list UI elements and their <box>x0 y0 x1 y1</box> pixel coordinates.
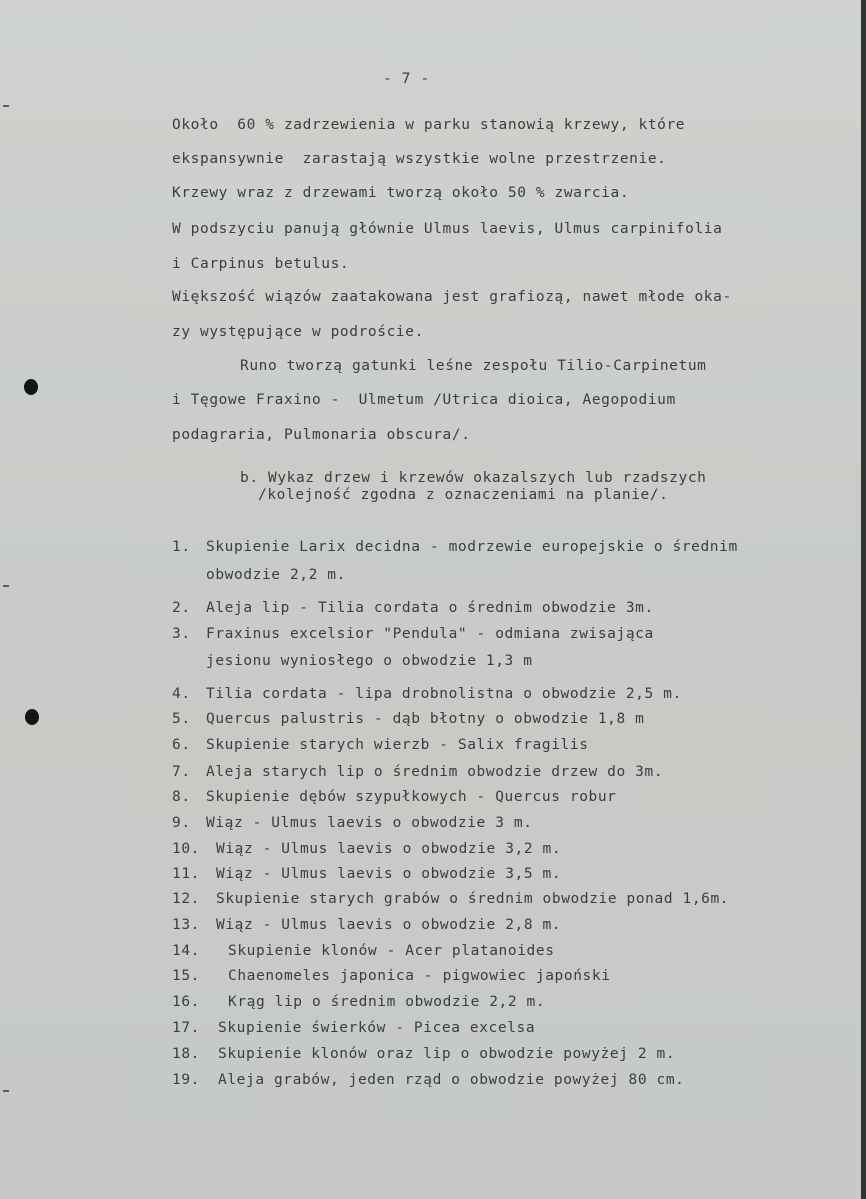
punch-hole-upper <box>24 379 38 395</box>
list-item-text: Aleja grabów, jeden rząd o obwodzie powyżej 80 cm. <box>218 1072 685 1088</box>
list-item-text: Quercus palustris - dąb błotny o obwodzie 1,8 m <box>206 711 645 727</box>
page-edge-shadow <box>861 0 866 1199</box>
list-item-text: Wiąz - Ulmus laevis o obwodzie 2,8 m. <box>216 917 562 933</box>
list-item-number: 19. <box>172 1072 200 1088</box>
list-item-text: Wiąz - Ulmus laevis o obwodzie 3,2 m. <box>216 841 562 857</box>
list-item-number: 8. <box>172 789 191 805</box>
paragraph-line: Runo tworzą gatunki leśne zespołu Tilio-Carpinetum <box>240 358 707 374</box>
list-item-number: 2. <box>172 600 191 616</box>
list-item-number: 18. <box>172 1046 200 1062</box>
list-item-number: 6. <box>172 737 191 753</box>
list-item-text: Skupienie świerków - Picea excelsa <box>218 1020 536 1036</box>
list-item-number: 12. <box>172 891 200 907</box>
paragraph-line: podagraria, Pulmonaria obscura/. <box>172 427 471 443</box>
list-item-text: Skupienie klonów - Acer platanoides <box>228 943 555 959</box>
list-item-text: jesionu wyniosłego o obwodzie 1,3 m <box>206 653 533 669</box>
paragraph-line: i Carpinus betulus. <box>172 256 350 272</box>
list-item-number: 9. <box>172 815 191 831</box>
list-item-text: Krąg lip o średnim obwodzie 2,2 m. <box>228 994 546 1010</box>
list-item-number: 7. <box>172 764 191 780</box>
list-item-text: Skupienie klonów oraz lip o obwodzie powyżej 2 m. <box>218 1046 676 1062</box>
list-item-text: Chaenomeles japonica - pigwowiec japoński <box>228 968 611 984</box>
paragraph-line: zy występujące w podroście. <box>172 324 424 340</box>
list-item-text: Aleja starych lip o średnim obwodzie drzew do 3m. <box>206 764 664 780</box>
paragraph-line: ekspansywnie zarastają wszystkie wolne przestrzenie. <box>172 151 667 167</box>
list-item-text: obwodzie 2,2 m. <box>206 567 346 583</box>
list-item-number: 16. <box>172 994 200 1010</box>
list-item-number: 15. <box>172 968 200 984</box>
list-item-number: 11. <box>172 866 200 882</box>
list-item-text: Skupienie starych grabów o średnim obwodzie ponad 1,6m. <box>216 891 730 907</box>
section-heading-line-2: /kolejność zgodna z oznaczeniami na planie/. <box>258 487 669 503</box>
paragraph-line: i Tęgowe Fraxino - Ulmetum /Utrica dioica, Aegopodium <box>172 392 676 408</box>
paragraph-line: Większość wiązów zaatakowana jest grafiozą, nawet młode oka- <box>172 289 732 305</box>
margin-tick <box>3 1090 9 1092</box>
paragraph-line: W podszyciu panują głównie Ulmus laevis, Ulmus carpinifolia <box>172 221 723 237</box>
list-item-number: 3. <box>172 626 191 642</box>
list-item-text: Skupienie dębów szypułkowych - Quercus robur <box>206 789 617 805</box>
list-item-number: 10. <box>172 841 200 857</box>
paragraph-line: Krzewy wraz z drzewami tworzą około 50 % zwarcia. <box>172 185 630 201</box>
margin-tick <box>3 585 9 587</box>
list-item-text: Aleja lip - Tilia cordata o średnim obwodzie 3m. <box>206 600 654 616</box>
list-item-text: Skupienie Larix decidna - modrzewie europejskie o średnim <box>206 539 738 555</box>
list-item-number: 1. <box>172 539 191 555</box>
margin-tick <box>3 105 9 107</box>
list-item-number: 5. <box>172 711 191 727</box>
list-item-text: Wiąz - Ulmus laevis o obwodzie 3,5 m. <box>216 866 562 882</box>
section-heading-line-1: b. Wykaz drzew i krzewów okazalszych lub rzadszych <box>240 470 707 486</box>
punch-hole-lower <box>25 709 39 725</box>
list-item-number: 14. <box>172 943 200 959</box>
paragraph-line: Około 60 % zadrzewienia w parku stanowią krzewy, które <box>172 117 686 133</box>
list-item-text: Fraxinus excelsior "Pendula" - odmiana zwisająca <box>206 626 654 642</box>
list-item-text: Skupienie starych wierzb - Salix fragilis <box>206 737 589 753</box>
list-item-text: Tilia cordata - lipa drobnolistna o obwodzie 2,5 m. <box>206 686 682 702</box>
list-item-text: Wiąz - Ulmus laevis o obwodzie 3 m. <box>206 815 533 831</box>
page-number: - 7 - <box>383 71 430 87</box>
list-item-number: 13. <box>172 917 200 933</box>
list-item-number: 17. <box>172 1020 200 1036</box>
list-item-number: 4. <box>172 686 191 702</box>
